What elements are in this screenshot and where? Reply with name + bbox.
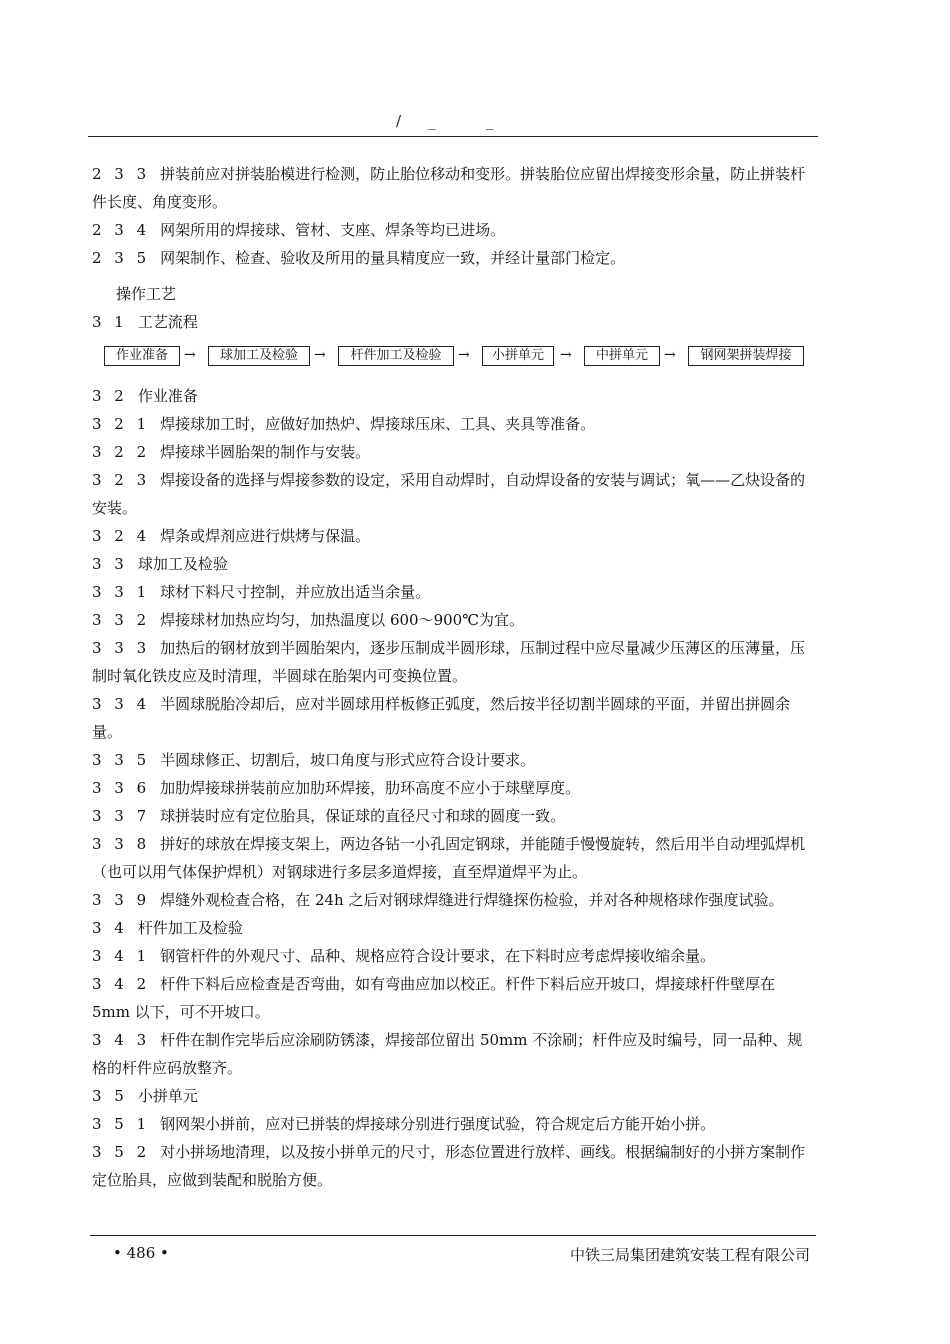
main-paragraphs <box>92 382 816 1194</box>
paragraph-3-2-2: 3 2 2 焊接球半圆胎架的制作与安装。 <box>92 443 371 461</box>
paragraph-2-3-5: 2 3 5 网架制作、检查、验收及所用的量具精度应一致，并经计量部门检定。 <box>92 249 626 267</box>
flow-step: 作业准备 <box>104 346 180 366</box>
paragraph-3-3-3: 3 3 3 加热后的钢材放到半圆胎架内，逐步压制成半圆形球，压制过程中应尽量减少压薄区的压薄量，压制时氧化铁皮应及时清理，半圆球在胎架内可变换位置。 <box>92 639 806 685</box>
paragraph-3-3-6: 3 3 6 加肋焊接球拼装前应加肋环焊接，肋环高度不应小于球壁厚度。 <box>92 779 581 797</box>
flow-step: 小拼单元 <box>482 346 554 366</box>
paragraph-3-2-1: 3 2 1 焊接球加工时，应做好加热炉、焊接球压床、工具、夹具等准备。 <box>92 415 596 433</box>
paragraph-3-4: 3 4 杆件加工及检验 <box>92 919 243 937</box>
header-dash-2: _ <box>486 112 494 130</box>
paragraph-3-2: 3 2 作业准备 <box>92 387 198 405</box>
paragraph-2-3-4: 2 3 4 网架所用的焊接球、管材、支座、焊条等均已进场。 <box>92 221 506 239</box>
flow-step: 杆件加工及检验 <box>338 346 454 366</box>
flow-step: 中拼单元 <box>584 346 660 366</box>
paragraph-3-3-2: 3 3 2 焊接球材加热应均匀，加热温度以 600～900℃为宜。 <box>92 611 524 629</box>
header-dash-1: _ <box>428 112 436 130</box>
header-slash: / <box>396 112 402 130</box>
paragraph-3-5: 3 5 小拼单元 <box>92 1087 198 1105</box>
paragraph-3-3-7: 3 3 7 球拼装时应有定位胎具，保证球的直径尺寸和球的圆度一致。 <box>92 807 566 825</box>
flow-arrow: → <box>664 347 676 363</box>
section-heading: 操作工艺 <box>116 285 177 303</box>
footer-rule <box>90 1235 816 1236</box>
paragraph-3-4-1: 3 4 1 钢管杆件的外观尺寸、品种、规格应符合设计要求，在下料时应考虑焊接收缩余量。 <box>92 947 716 965</box>
company-name: 中铁三局集团建筑安装工程有限公司 <box>569 1246 810 1264</box>
paragraph-3-4-3: 3 4 3 杆件在制作完毕后应涂刷防锈漆，焊接部位留出 50mm 不涂刷；杆件应及时编号，同一品种、规格的杆件应码放整齐。 <box>92 1031 803 1077</box>
paragraph-3-4-2: 3 4 2 杆件下料后应检查是否弯曲，如有弯曲应加以校正。杆件下料后应开坡口，焊接球杆件壁厚在 5mm 以下，可不开坡口。 <box>92 975 776 1021</box>
top-paragraphs <box>92 160 816 272</box>
page-number: • 486 • <box>113 1244 169 1262</box>
paragraph-3-3-4: 3 3 4 半圆球脱胎冷却后，应对半圆球用样板修正弧度，然后按半径切割半圆球的平面，并留出拼圆余量。 <box>92 695 791 741</box>
flow-arrow: → <box>314 347 326 363</box>
paragraph-3-2-3: 3 2 3 焊接设备的选择与焊接参数的设定，采用自动焊时，自动焊设备的安装与调试；氧——乙炔设备的安装。 <box>92 471 806 517</box>
flow-arrow: → <box>184 347 196 363</box>
flow-step: 钢网架拼装焊接 <box>688 346 804 366</box>
paragraph-2-3-3: 2 3 3 拼装前应对拼装胎模进行检测，防止胎位移动和变形。拼装胎位应留出焊接变形余量，防止拼装杆件长度、角度变形。 <box>92 165 806 211</box>
header-rule <box>88 136 818 137</box>
flow-step: 球加工及检验 <box>208 346 310 366</box>
paragraph-3-5-2: 3 5 2 对小拼场地清理，以及按小拼单元的尺寸，形态位置进行放样、画线。根据编制好的小拼方案制作定位胎具，应做到装配和脱胎方便。 <box>92 1143 806 1189</box>
flow-heading: 3 1 工艺流程 <box>92 313 198 331</box>
paragraph-3-2-4: 3 2 4 焊条或焊剂应进行烘烤与保温。 <box>92 527 371 545</box>
paragraph-3-3-1: 3 3 1 球材下料尺寸控制，并应放出适当余量。 <box>92 583 431 601</box>
paragraph-3-3-9: 3 3 9 焊缝外观检查合格，在 24h 之后对钢球焊缝进行焊缝探伤检验，并对各种规格球作强度试验。 <box>92 891 784 909</box>
header-mark <box>396 112 536 132</box>
process-flow <box>92 338 816 376</box>
document-body <box>92 160 816 1194</box>
flow-arrow: → <box>560 347 572 363</box>
paragraph-3-3-5: 3 3 5 半圆球修正、切割后，坡口角度与形式应符合设计要求。 <box>92 751 536 769</box>
paragraph-3-5-1: 3 5 1 钢网架小拼前，应对已拼装的焊接球分别进行强度试验，符合规定后方能开始小拼。 <box>92 1115 716 1133</box>
paragraph-3-3-8: 3 3 8 拼好的球放在焊接支架上，两边各钻一小孔固定钢球，并能随手慢慢旋转，然后用半自动埋弧焊机（也可以用气体保护焊机）对钢球进行多层多道焊接，直至焊道焊平为止。 <box>92 835 806 881</box>
paragraph-3-3: 3 3 球加工及检验 <box>92 555 228 573</box>
flow-arrow: → <box>458 347 470 363</box>
